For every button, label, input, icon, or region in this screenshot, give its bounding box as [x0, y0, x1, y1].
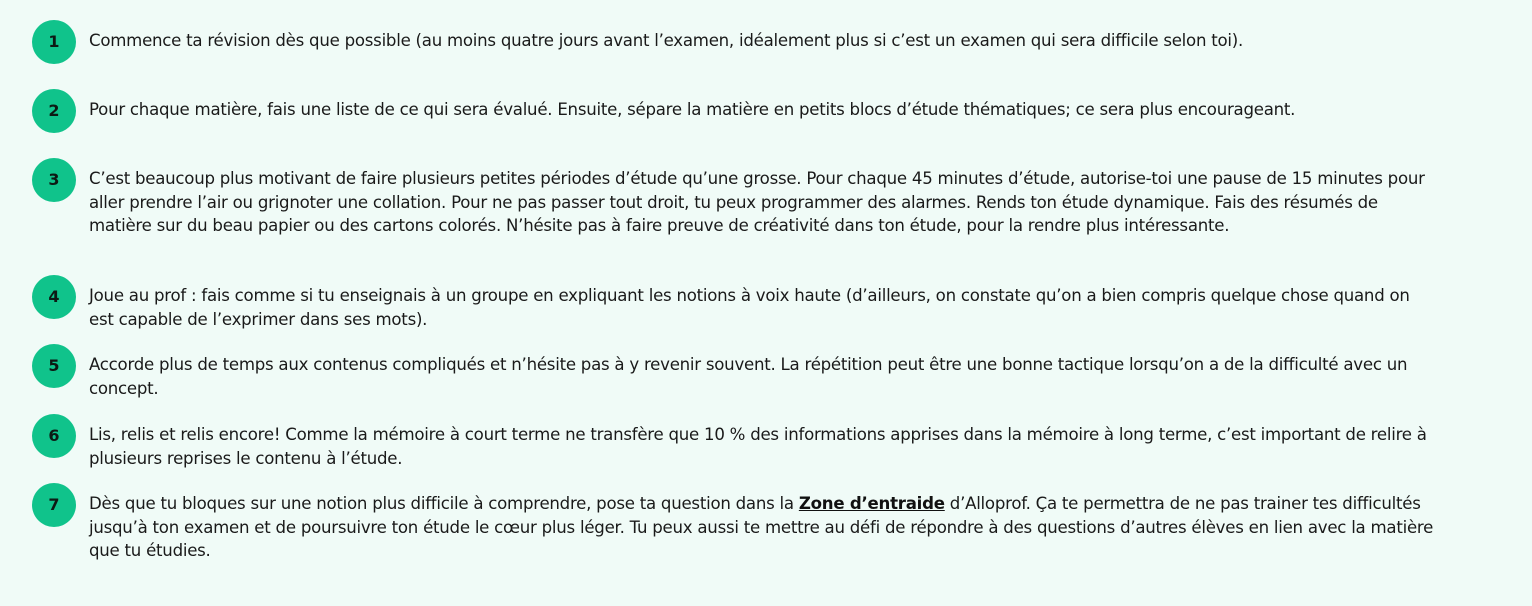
- tip-text-after-link: d’Alloprof. Ça te permettra de ne pas trainer tes difficultés jusqu’à ton examen et de poursuivre ton étude le cœur plus léger. Tu peux aussi te mettre au défi de répondre à des questions d’autres élèves en lien avec la matière que tu étudies.: [89, 494, 1434, 560]
- tip-text: Accorde plus de temps aux contenus compliqués et n’hésite pas à y revenir souvent. La répétition peut être une bonne tactique lorsqu’on a de la difficulté avec un concept.: [89, 355, 1408, 398]
- tip-number-badge: 3: [32, 158, 76, 202]
- tip-number-badge: 6: [32, 414, 76, 458]
- tip-text: Lis, relis et relis encore! Comme la mémoire à court terme ne transfère que 10 % des informations apprises dans la mémoire à long terme, c’est important de relire à plusieurs reprises le contenu à l’étude.: [89, 425, 1427, 468]
- tip-text: Commence ta révision dès que possible (au moins quatre jours avant l’examen, idéalement plus si c’est un examen qui sera difficile selon toi).: [89, 31, 1244, 50]
- tip-text: Joue au prof : fais comme si tu enseignais à un groupe en expliquant les notions à voix haute (d’ailleurs, on constate qu’on a bien compris quelque chose quand on est capable de l’exprimer dans ses mots).: [89, 286, 1410, 329]
- tip-text: [89, 492, 1439, 563]
- tip-number-badge: 5: [32, 344, 76, 388]
- tip-text-before-link: Dès que tu bloques sur une notion plus difficile à comprendre, pose ta question dans la: [89, 494, 799, 513]
- tip-number-badge: 7: [32, 483, 76, 527]
- zone-entraide-link[interactable]: Zone d’entraide: [798, 494, 945, 513]
- tip-number-badge: 1: [32, 20, 76, 64]
- tip-number-badge: 4: [32, 275, 76, 319]
- tip-text: Pour chaque matière, fais une liste de ce qui sera évalué. Ensuite, sépare la matière en petits blocs d’étude thématiques; ce sera plus encourageant.: [89, 100, 1296, 119]
- tip-text: C’est beaucoup plus motivant de faire plusieurs petites périodes d’étude qu’une grosse. Pour chaque 45 minutes d’étude, autorise-toi une pause de 15 minutes pour aller prendre l’air ou grignoter une collation. Pour ne pas passer tout droit, tu peux programmer des alarmes. Rends ton étude dynamique. Fais des résumés de matière sur du beau papier ou des cartons colorés. N’hésite pas à faire preuve de créativité dans ton étude, pour la rendre plus intéressante.: [89, 169, 1425, 235]
- tip-number-badge: 2: [32, 89, 76, 133]
